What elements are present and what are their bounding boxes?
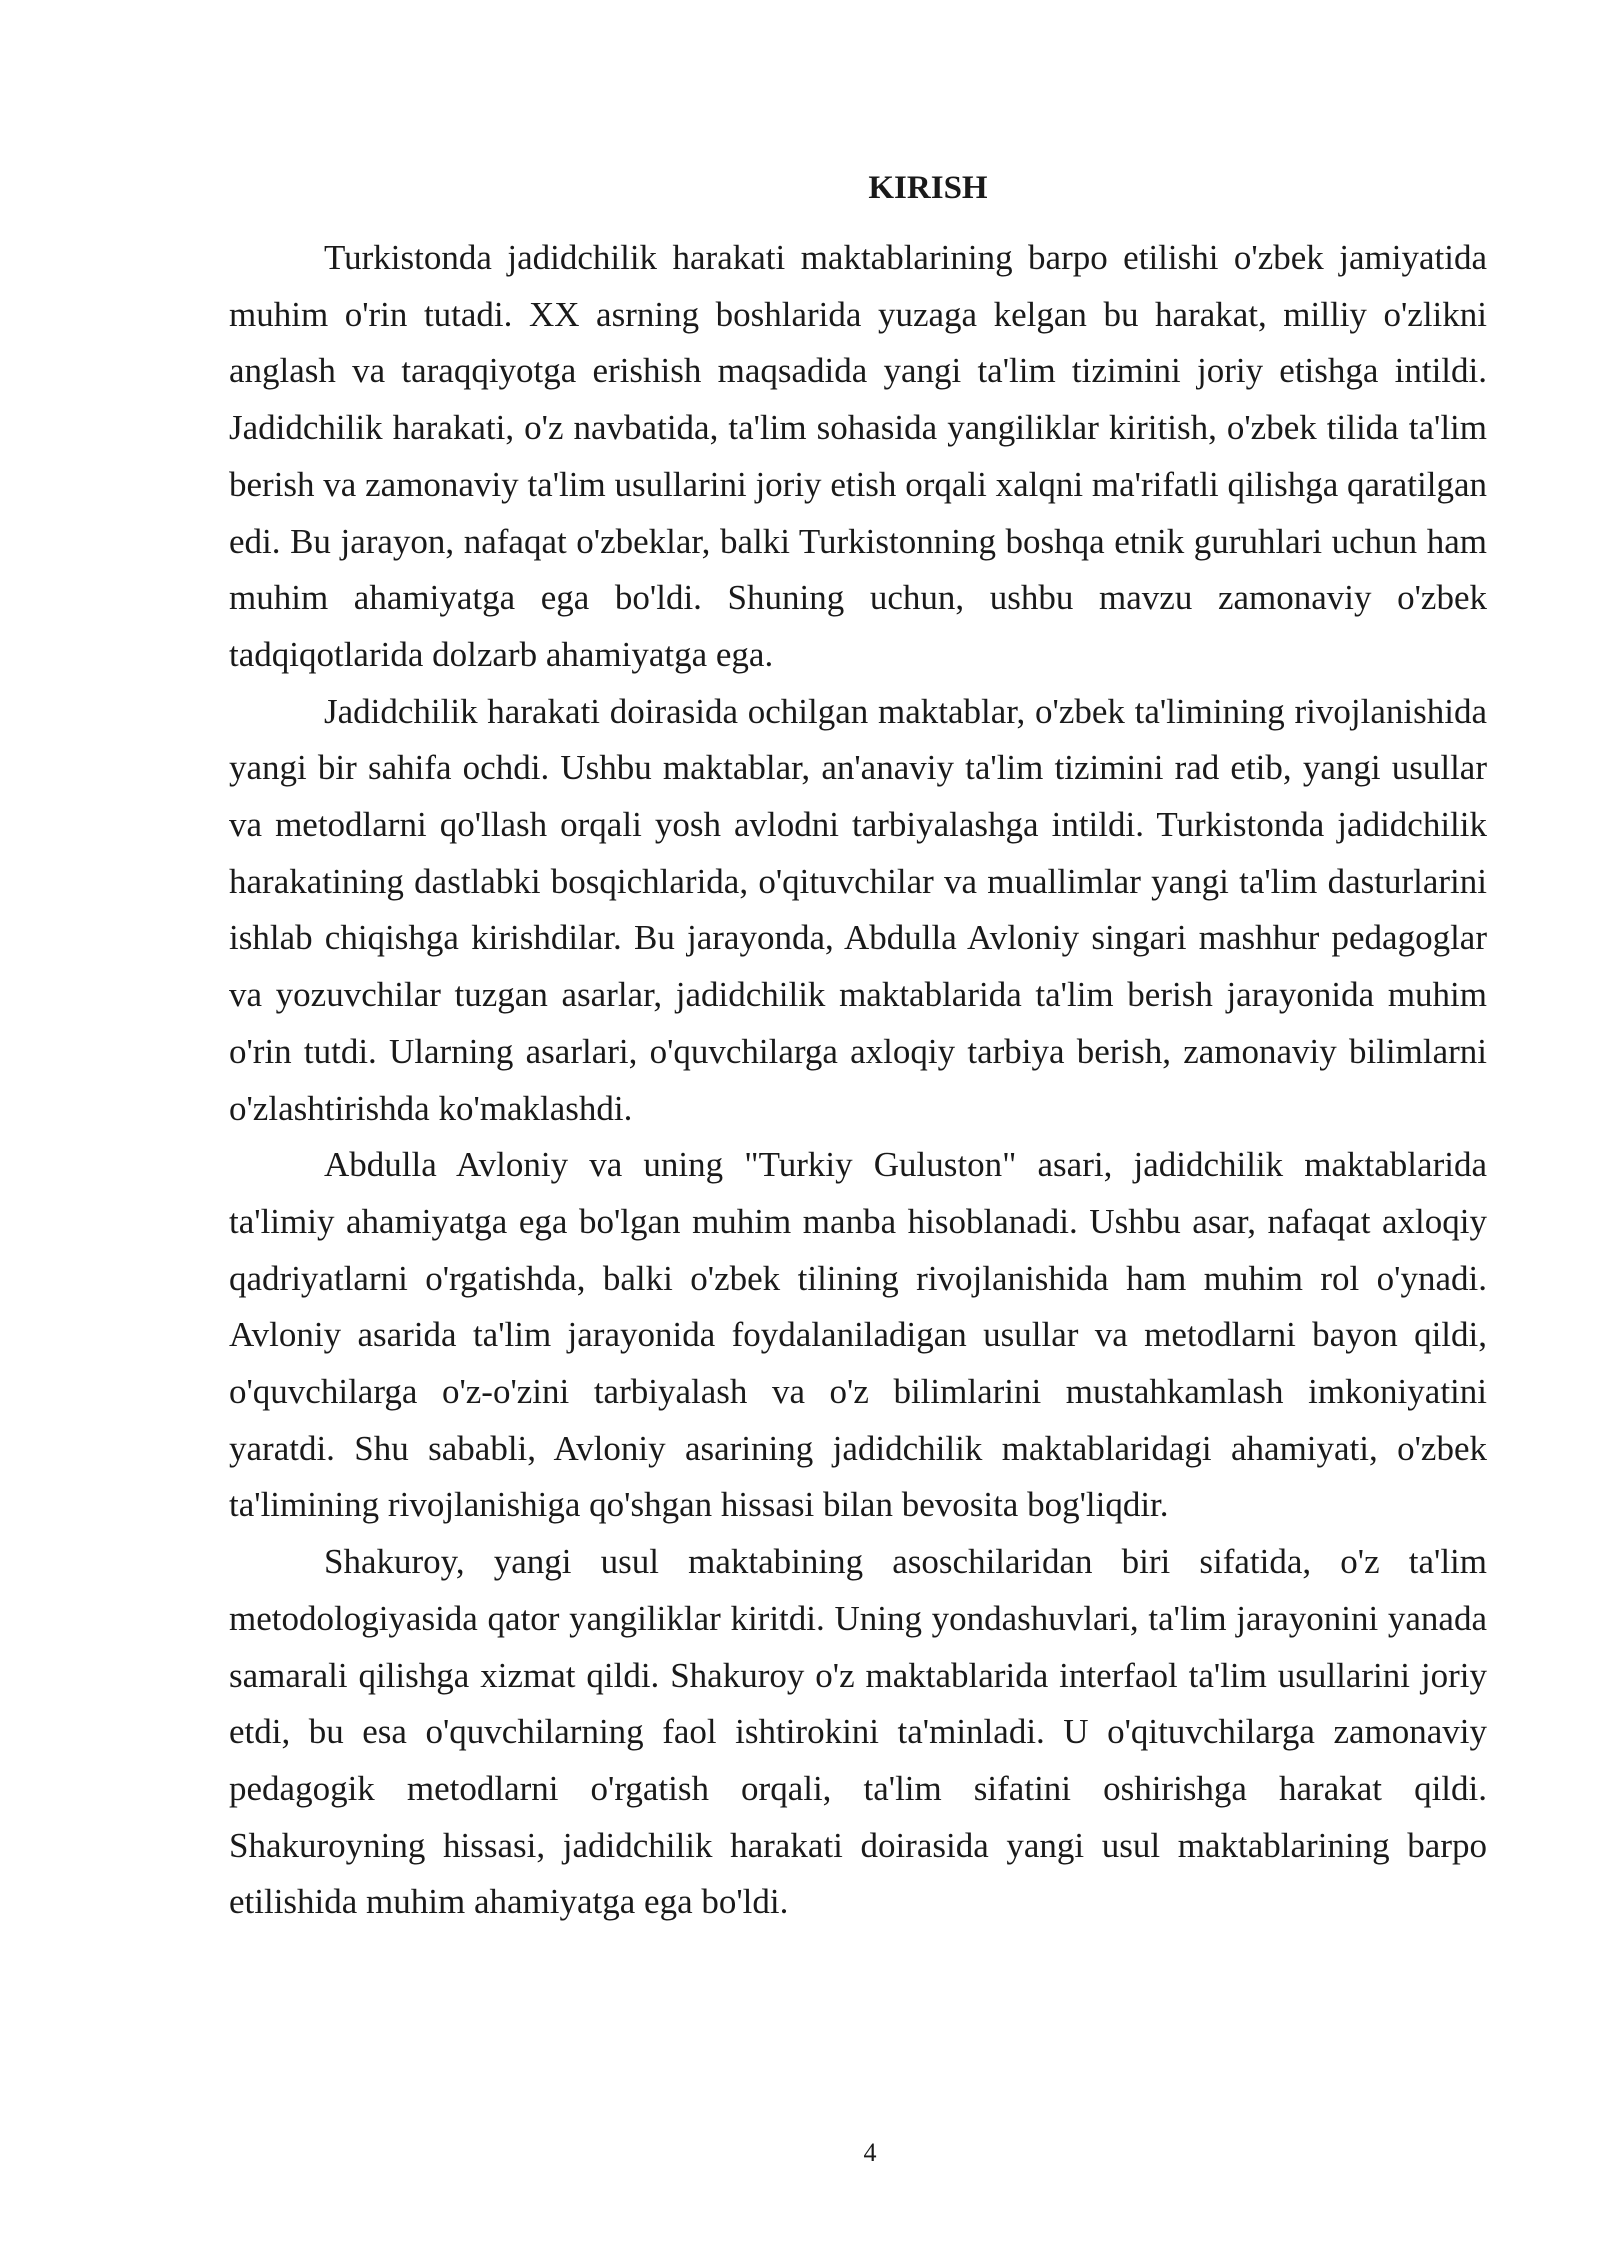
page-content	[229, 160, 1487, 1931]
paragraph-4: Shakuroy, yangi usul maktabining asoschilaridan biri sifatida, o'z ta'lim metodologiyasida qator yangiliklar kiritdi. Uning yondashuvlari, ta'lim jarayonini yanada samarali qilishga xizmat qildi. Shakuroy o'z maktablarida interfaol ta'lim usullarini joriy etdi, bu esa o'quvchilarning faol ishtirokini ta'minladi. U o'qituvchilarga zamonaviy pedagogik metodlarni o'rgatish orqali, ta'lim sifatini oshirishga harakat qildi. Shakuroyning hissasi, jadidchilik harakati doirasida yangi usul maktablarining barpo etilishida muhim ahamiyatga ega bo'ldi.	[229, 1542, 1487, 1922]
section-title: KIRISH	[868, 170, 988, 206]
page-number: 4	[863, 2138, 877, 2167]
paragraph-1: Turkistonda jadidchilik harakati maktablarining barpo etilishi o'zbek jamiyatida muhim o'rin tutadi. XX asrning boshlarida yuzaga kelgan bu harakat, milliy o'zlikni anglash va taraqqiyotga erishish maqsadida yangi ta'lim tizimini joriy etishga intildi. Jadidchilik harakati, o'z navbatida, ta'lim sohasida yangiliklar kiritish, o'zbek tilida ta'lim berish va zamonaviy ta'lim usullarini joriy etish orqali xalqni ma'rifatli qilishga qaratilgan edi. Bu jarayon, nafaqat o'zbeklar, balki Turkistonning boshqa etnik guruhlari uchun ham muhim ahamiyatga ega bo'ldi. Shuning uchun, ushbu mavzu zamonaviy o'zbek tadqiqotlarida dolzarb ahamiyatga ega.	[229, 238, 1487, 674]
paragraph-2: Jadidchilik harakati doirasida ochilgan maktablar, o'zbek ta'limining rivojlanishida yangi bir sahifa ochdi. Ushbu maktablar, an'anaviy ta'lim tizimini rad etib, yangi usullar va metodlarni qo'llash orqali yosh avlodni tarbiyalashga intildi. Turkistonda jadidchilik harakatining dastlabki bosqichlarida, o'qituvchilar va muallimlar yangi ta'lim dasturlarini ishlab chiqishga kirishdilar. Bu jarayonda, Abdulla Avloniy singari mashhur pedagoglar va yozuvchilar tuzgan asarlar, jadidchilik maktablarida ta'lim berish jarayonida muhim o'rin tutdi. Ularning asarlari, o'quvchilarga axloqiy tarbiya berish, zamonaviy bilimlarni o'zlashtirishda ko'maklashdi.	[229, 691, 1487, 1128]
paragraph-3: Abdulla Avloniy va uning "Turkiy Guluston" asari, jadidchilik maktablarida ta'limiy ahamiyatga ega bo'lgan muhim manba hisoblanadi. Ushbu asar, nafaqat axloqiy qadriyatlarni o'rgatishda, balki o'zbek tilining rivojlanishida ham muhim rol o'ynadi. Avloniy asarida ta'lim jarayonida foydalaniladigan usullar va metodlarni bayon qildi, o'quvchilarga o'z-o'zini tarbiyalash va o'z bilimlarini mustahkamlash imkoniyatini yaratdi. Shu sababli, Avloniy asarining jadidchilik maktablaridagi ahamiyati, o'zbek ta'limining rivojlanishiga qo'shgan hissasi bilan bevosita bog'liqdir.	[229, 1145, 1487, 1525]
